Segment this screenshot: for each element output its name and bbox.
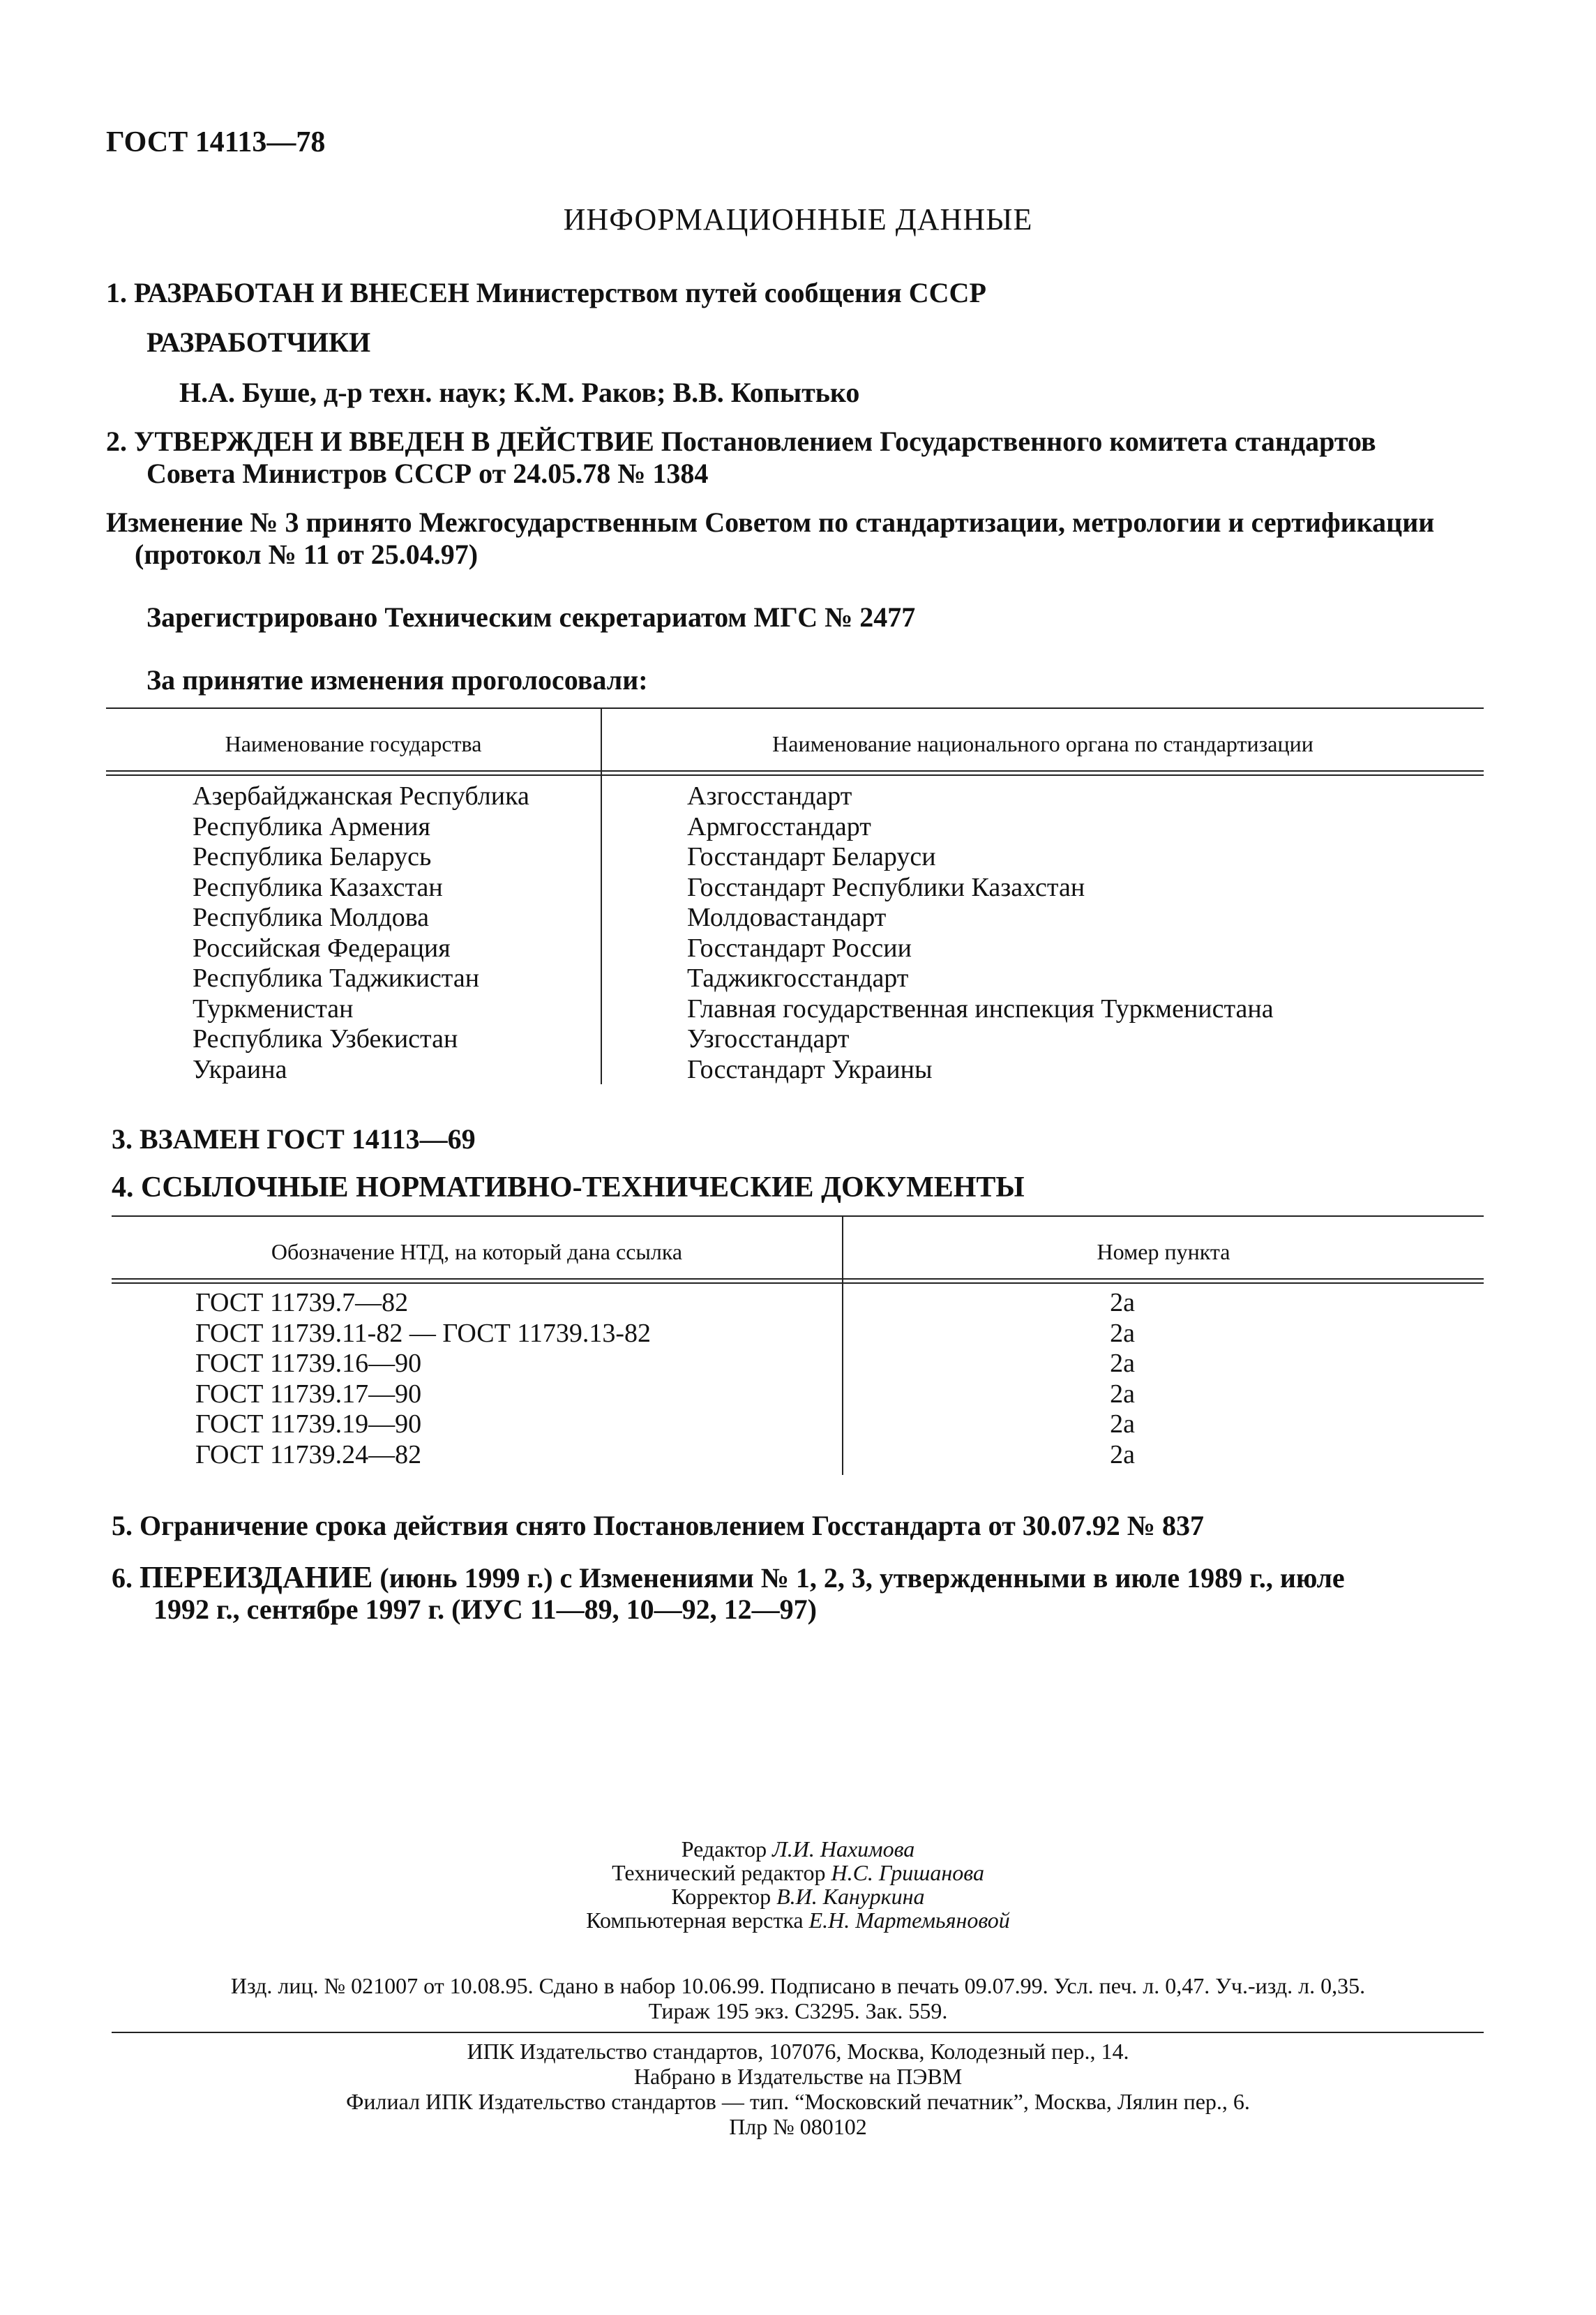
item-3-num: 3.	[112, 1123, 133, 1155]
standards-body-name: Госстандарт России	[687, 933, 912, 963]
ref-doc: ГОСТ 11739.24—82	[195, 1439, 422, 1469]
refs-points-column	[843, 1288, 1401, 1470]
item-6-rest: (июнь 1999 г.) с Изменениями № 1, 2, 3, утвержденными в июле 1989 г., июле	[379, 1562, 1345, 1594]
standards-body-name: Главная государственная инспекция Туркменистана	[687, 994, 1274, 1024]
credit-line	[0, 1884, 1596, 1909]
standards-body-name: Госстандарт Украины	[687, 1054, 933, 1084]
state-name: Республика Беларусь	[193, 842, 432, 871]
standards-body-name: Таджикгосстандарт	[687, 964, 909, 993]
credit-name: Л.И. Нахимова	[772, 1836, 915, 1861]
item-1-text: Министерством путей сообщения СССР	[476, 277, 986, 308]
credit-line	[0, 1908, 1596, 1933]
state-name: Республика Казахстан	[193, 872, 443, 902]
refs-docs-column	[195, 1288, 651, 1470]
credit-role: Редактор	[681, 1836, 773, 1861]
item-6-line2: 1992 г., сентябре 1997 г. (ИУС 11—89, 10—92, 12—97)	[153, 1594, 817, 1625]
item-1-lead: РАЗРАБОТАН И ВНЕСЕН	[134, 277, 469, 308]
item-5-num: 5.	[112, 1510, 133, 1541]
ref-doc: ГОСТ 11739.11-82 — ГОСТ 11739.13-82	[195, 1318, 652, 1348]
credit-name: Е.Н. Мартемьяновой	[808, 1908, 1010, 1933]
bodies-column	[687, 781, 1274, 1085]
publisher-line2: Набрано в Издательстве на ПЭВМ	[633, 2064, 963, 2089]
ref-point: 2а	[1110, 1439, 1135, 1469]
refs-header-doc: Обозначение НТД, на который дана ссылка	[271, 1239, 683, 1264]
item-5-text: Ограничение срока действия снято Постановлением Госстандарта от 30.07.92 № 837	[140, 1510, 1204, 1541]
credit-name: В.И. Кануркина	[776, 1884, 925, 1909]
state-name: Туркменистан	[193, 994, 354, 1024]
item-2-line1	[106, 426, 1376, 458]
item-3-text: ВЗАМЕН ГОСТ 14113—69	[140, 1123, 476, 1155]
ref-doc: ГОСТ 11739.16—90	[195, 1349, 422, 1378]
imprint-line1: Изд. лиц. № 021007 от 10.08.95. Сдано в набор 10.06.99. Подписано в печать 09.07.99. Усл. печ. л. 0,47. Уч.-изд. л. 0,35.	[230, 1973, 1366, 1998]
item-6-lead: ПЕРЕИЗДАНИЕ	[140, 1560, 373, 1594]
standards-body-name: Госстандарт Республики Казахстан	[687, 872, 1085, 902]
ref-doc: ГОСТ 11739.17—90	[195, 1379, 422, 1409]
state-name: Республика Армения	[193, 811, 431, 841]
credit-role: Технический редактор	[612, 1860, 831, 1885]
item-1	[106, 277, 986, 309]
ref-point: 2а	[1110, 1409, 1135, 1439]
refs-table-header-rule	[112, 1278, 1484, 1284]
imprint-line2: Тираж 195 экз. С3295. Зак. 559.	[648, 1998, 948, 2023]
states-column	[193, 781, 529, 1085]
credit-name: Н.С. Гришанова	[831, 1860, 984, 1885]
ref-point: 2а	[1110, 1349, 1135, 1378]
publisher-line3: Филиал ИПК Издательство стандартов — тип. “Московский печатник”, Москва, Лялин пер., 6.	[346, 2089, 1250, 2114]
voted-heading: За принятие изменения проголосовали:	[146, 664, 648, 696]
state-name: Республика Таджикистан	[193, 964, 480, 993]
credit-role: Корректор	[671, 1884, 777, 1909]
publisher-line1: ИПК Издательство стандартов, 107076, Москва, Колодезный пер., 14.	[467, 2039, 1129, 2064]
item-2-line2: Совета Министров СССР от 24.05.78 № 1384	[146, 458, 709, 489]
change3-line2: (протокол № 11 от 25.04.97)	[135, 539, 479, 570]
credit-line	[0, 1860, 1596, 1885]
item-2-lead: УТВЕРЖДЕН И ВВЕДЕН В ДЕЙСТВИЕ	[134, 426, 654, 457]
doc-code: ГОСТ 14113—78	[106, 126, 326, 158]
item-6-line1	[112, 1561, 1345, 1594]
states-header-body: Наименование национального органа по стандартизации	[772, 731, 1313, 756]
state-name: Российская Федерация	[193, 933, 451, 963]
item-1-num: 1.	[106, 277, 127, 308]
state-name: Республика Молдова	[193, 903, 430, 932]
change3-line1: Изменение № 3 принято Межгосударственным Советом по стандартизации, метрологии и сертификации	[106, 507, 1435, 538]
standards-body-name: Армгосстандарт	[687, 811, 871, 841]
standards-body-name: Молдовастандарт	[687, 903, 887, 932]
item-4-text: ССЫЛОЧНЫЕ НОРМАТИВНО-ТЕХНИЧЕСКИЕ ДОКУМЕНТЫ	[141, 1171, 1025, 1204]
item-2-num: 2.	[106, 426, 127, 457]
states-table-top-rule	[106, 707, 1484, 709]
credit-line	[0, 1836, 1596, 1861]
registered-text: Зарегистрировано Техническим секретариатом МГС № 2477	[146, 601, 916, 633]
developers-list: Н.А. Буше, д-р техн. наук; К.М. Раков; В.В. Копытько	[179, 377, 860, 408]
credit-role: Компьютерная верстка	[586, 1908, 809, 1933]
state-name: Республика Узбекистан	[193, 1024, 458, 1054]
item-6-num: 6.	[112, 1562, 133, 1594]
refs-header-point: Номер пункта	[1097, 1239, 1230, 1264]
ref-doc: ГОСТ 11739.7—82	[195, 1288, 409, 1317]
item-4	[112, 1171, 1025, 1204]
developers-heading: РАЗРАБОТЧИКИ	[146, 327, 371, 358]
states-table-divider	[601, 709, 602, 1084]
ref-point: 2а	[1110, 1318, 1135, 1348]
item-2-text-1: Постановлением Государственного комитета стандартов	[661, 426, 1376, 457]
ref-doc: ГОСТ 11739.19—90	[195, 1409, 422, 1439]
item-4-num: 4.	[112, 1171, 134, 1204]
states-header-state: Наименование государства	[225, 731, 482, 756]
imprint-rule	[112, 2032, 1484, 2033]
standards-body-name: Госстандарт Беларуси	[687, 842, 936, 871]
standards-body-name: Узгосстандарт	[687, 1024, 850, 1054]
standards-body-name: Азгосстандарт	[687, 781, 852, 811]
refs-table-top-rule	[112, 1215, 1484, 1217]
item-5	[112, 1510, 1204, 1542]
item-3	[112, 1123, 476, 1155]
publisher-line4: Плр № 080102	[729, 2114, 867, 2139]
ref-point: 2а	[1110, 1288, 1135, 1317]
state-name: Азербайджанская Республика	[193, 781, 529, 811]
ref-point: 2а	[1110, 1379, 1135, 1409]
states-table-header-rule	[106, 770, 1484, 776]
page-title: ИНФОРМАЦИОННЫЕ ДАННЫЕ	[563, 202, 1033, 237]
state-name: Украина	[193, 1054, 287, 1084]
